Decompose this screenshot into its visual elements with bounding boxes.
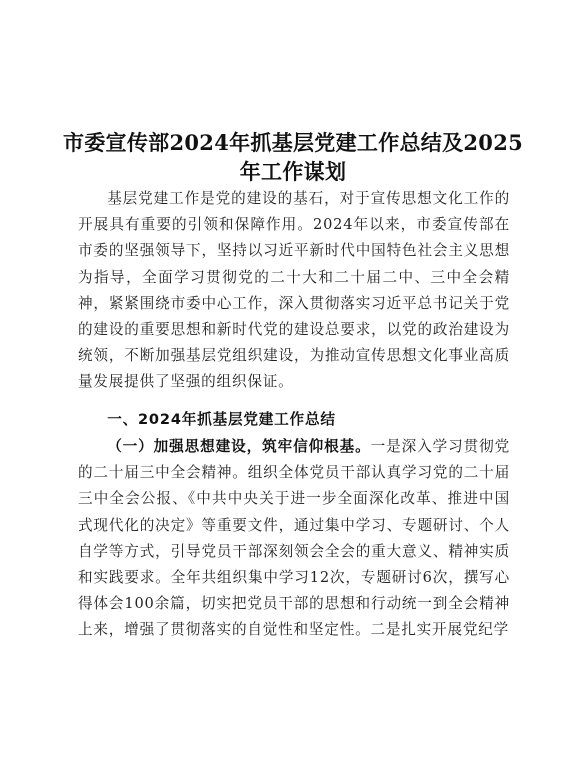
subsection-heading: （一）加强思想建设，筑牢信仰根基。 bbox=[107, 438, 371, 455]
subsection-text: 一是深入学习贯彻党的二十届三中全会精神。组织全体党员干部认真学习党的二十届三中全会公报、《中共中央关于进一步全面深化改革、推进中国式现代化的决定》等重要文件，通过集中学习、专题研讨、个人自学等方式，引导党员干部深刻领会全会的重大意义、精神实质和实践要求。全年共组织集中学习12次，专题研讨6次，撰写心得体会100余篇，切实把党员干部的思想和行动统一到全会精神上来，增强了贯彻落实的自觉性和坚定性。二是扎实开展党纪学 bbox=[78, 438, 510, 639]
section-paragraph bbox=[78, 434, 510, 644]
intro-paragraph: 基层党建工作是党的建设的基石，对于宣传思想文化工作的开展具有重要的引领和保障作用。2024年以来，市委宣传部在市委的坚强领导下，坚持以习近平新时代中国特色社会主义思想为指导，全面学习贯彻党的二十大和二十届二中、三中全会精神，紧紧围绕市委中心工作，深入贯彻落实习近平总书记关于党的建设的重要思想和新时代党的建设总要求，以党的政治建设为统领，不断加强基层党组织建设，为推动宣传思想文化事业高质量发展提供了坚强的组织保证。 bbox=[78, 190, 510, 391]
document-title: 市委宣传部2024年抓基层党建工作总结及2025年工作谋划 bbox=[62, 130, 524, 184]
section-heading: 一、2024年抓基层党建工作总结 bbox=[107, 411, 336, 428]
